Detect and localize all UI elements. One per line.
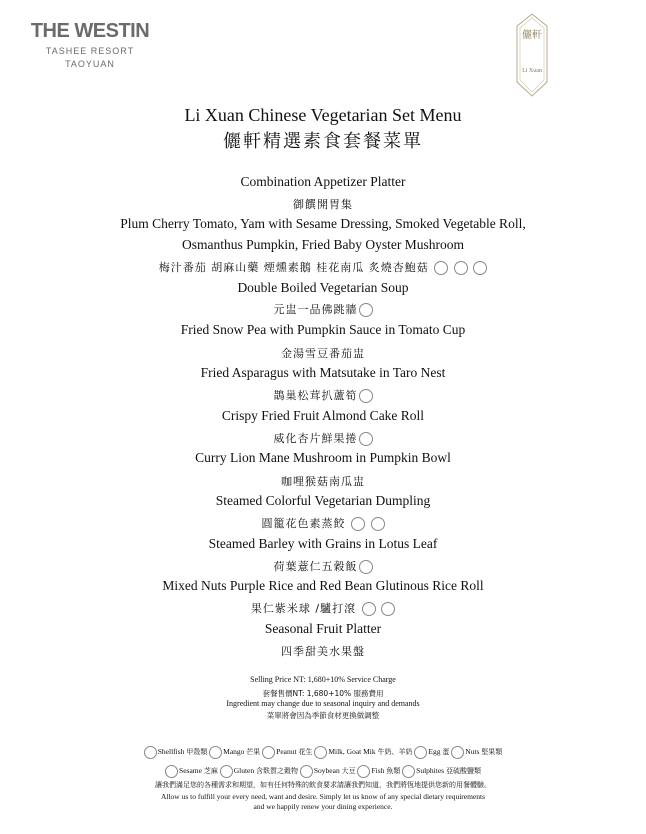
legend-sulphites: Sulphites 亞硫酸鹽類 — [402, 766, 481, 775]
course-4-en: Fried Asparagus with Matsutake in Taro Nest — [200, 365, 446, 380]
milk-icon — [314, 746, 327, 759]
course-1-zh: 御饌開胃集 — [293, 198, 353, 211]
course-8-zh: 荷葉薏仁五穀飯 — [0, 558, 646, 574]
course-1-detail-en-2: Osmanthus Pumpkin, Fried Baby Oyster Mushroom — [182, 237, 464, 252]
soybean-icon — [359, 560, 373, 574]
course-1-detail-zh: 梅汁番茄 胡麻山藥 煙燻素鵝 桂花南瓜 炙燒杏鮑菇 — [0, 259, 646, 275]
legend-peanut: Peanut 花生 — [262, 747, 312, 756]
course-9-zh: 果仁紫米球 /驢打滾 — [0, 600, 646, 616]
course-2-zh: 元盅一品佛跳牆 — [0, 301, 646, 317]
menu-title-en: Li Xuan Chinese Vegetarian Set Menu — [184, 105, 462, 125]
nuts-icon — [359, 432, 373, 446]
footer-zh: 讓我們滿足您的各種需求和期望，如有任何特殊的飲食要求請讓我們知道，我們將恆地提供您新的用餐體驗。 — [155, 781, 491, 789]
sulphites-icon — [402, 765, 415, 778]
menu-title-zh: 儷軒精選素食套餐菜單 — [223, 131, 423, 152]
legend-fish: Fish 魚類 — [357, 766, 400, 775]
allergen-legend-row-1 — [0, 745, 646, 759]
course-10-en: Seasonal Fruit Platter — [264, 621, 382, 636]
legend-sesame: Sesame 芝麻 — [165, 766, 218, 775]
price-zh: 套餐售價NT: 1,680+10% 服務費用 — [262, 689, 384, 698]
sesame-icon — [362, 602, 376, 616]
peanut-icon — [381, 602, 395, 616]
soybean-icon — [300, 765, 313, 778]
price-note-en: Ingredient may change due to seasonal inquiry and demands — [226, 699, 420, 708]
course-8-en: Steamed Barley with Grains in Lotus Leaf — [208, 536, 438, 551]
allergen-legend-row-2 — [0, 764, 646, 778]
course-5-zh: 威化杏片鮮果捲 — [0, 430, 646, 446]
course-1-en: Combination Appetizer Platter — [240, 174, 406, 189]
soybean-icon — [359, 303, 373, 317]
legend-nuts: Nuts 堅果類 — [451, 747, 502, 756]
course-3-en: Fried Snow Pea with Pumpkin Sauce in Tomato Cup — [180, 322, 466, 337]
logo-zh: 儷軒 — [522, 30, 542, 41]
gluten-icon — [220, 765, 233, 778]
peanut-icon — [262, 746, 275, 759]
legend-mango: Mango 芒果 — [209, 747, 260, 756]
price-note-zh: 菜單將會因為季節食材更換做調整 — [266, 711, 380, 720]
legend-gluten: Gluten 含麩質之穀物 — [220, 766, 298, 775]
sesame-icon — [165, 765, 178, 778]
price-en: Selling Price NT: 1,680+10% Service Charge — [250, 675, 396, 684]
course-1-detail-en-1: Plum Cherry Tomato, Yam with Sesame Dressing, Smoked Vegetable Roll, — [120, 216, 526, 231]
sesame-icon — [434, 261, 448, 275]
mango-icon — [209, 746, 222, 759]
brand-city: TAOYUAN — [65, 59, 115, 69]
soybean-icon — [351, 517, 365, 531]
course-3-zh: 金湯雪豆番茄盅 — [281, 347, 365, 360]
course-10-zh: 四季甜美水果盤 — [281, 645, 365, 658]
course-9-en: Mixed Nuts Purple Rice and Red Bean Glutinous Rice Roll — [162, 578, 484, 593]
course-7-zh: 圓籠花色素蒸餃 — [0, 515, 646, 531]
gluten-icon — [473, 261, 487, 275]
nuts-icon — [451, 746, 464, 759]
fish-icon — [357, 765, 370, 778]
footer-en-2: and we happily renew your dining experience. — [253, 802, 393, 811]
gluten-icon — [359, 389, 373, 403]
gluten-icon — [371, 517, 385, 531]
course-2-en: Double Boiled Vegetarian Soup — [237, 280, 409, 295]
course-6-en: Curry Lion Mane Mushroom in Pumpkin Bowl — [195, 450, 451, 465]
course-7-en: Steamed Colorful Vegetarian Dumpling — [215, 493, 431, 508]
legend-soybean: Soybean 大豆 — [300, 766, 356, 775]
legend-egg: Egg 蛋 — [414, 747, 449, 756]
course-5-en: Crispy Fried Fruit Almond Cake Roll — [221, 408, 425, 423]
course-4-zh: 鵲巢松茸扒蘆筍 — [0, 387, 646, 403]
egg-icon — [414, 746, 427, 759]
footer-en-1: Allow us to fulfill your every need, want and desire. Simply let us know of any special dietary requirements — [160, 792, 486, 801]
brand-resort: TASHEE RESORT — [45, 46, 135, 56]
legend-shellfish: Shellfish 甲殼類 — [144, 747, 208, 756]
logo-en: Li Xuan — [522, 68, 542, 74]
soybean-icon — [454, 261, 468, 275]
shellfish-icon — [144, 746, 157, 759]
brand-name: THE WESTIN — [30, 20, 150, 42]
legend-milk: Milk, Goat Mik 牛奶、羊奶 — [314, 747, 412, 756]
course-6-zh: 咖哩猴菇南瓜盅 — [281, 475, 365, 488]
lixuan-badge-icon — [515, 12, 549, 103]
